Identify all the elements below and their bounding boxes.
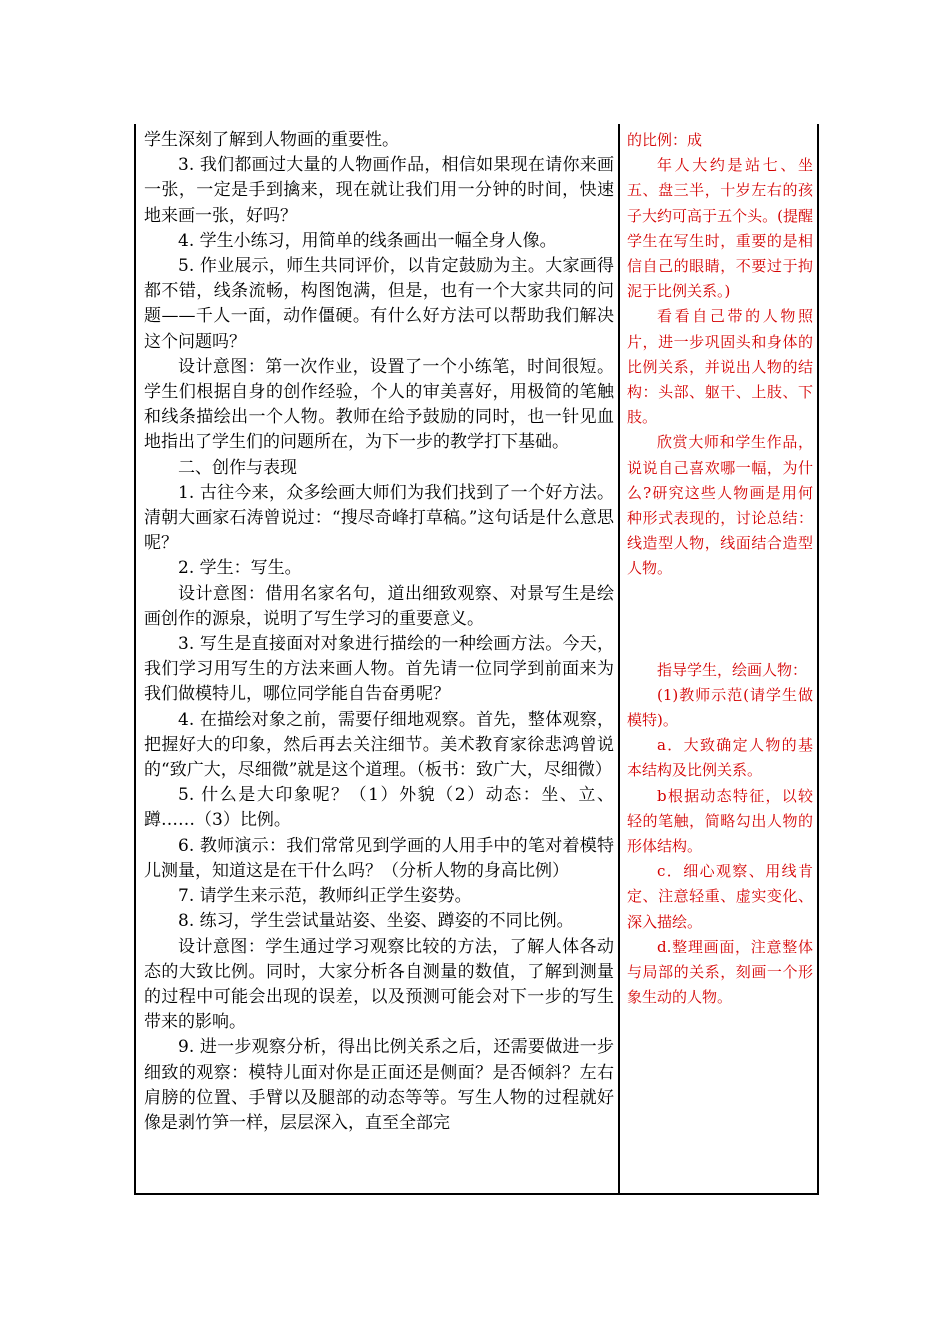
section-heading: 二、创作与表现 bbox=[178, 457, 297, 478]
note-paragraph: d.整理画面，注意整体与局部的关系，刻画一个形象生动的人物。 bbox=[627, 937, 813, 1007]
paragraph: 4. 在描绘对象之前，需要仔细地观察。首先，整体观察，把握好大的印象，然后再去关注细节。美术教育家徐悲鸿曾说的“致广大，尽细微”就是这个道理。（板书：致广大，尽细微） bbox=[144, 709, 614, 781]
design-intent-paragraph: 设计意图：学生通过学习观察比较的方法，了解人体各动态的大致比例。同时，大家分析各自测量的数值，了解到测量的过程中可能会出现的误差，以及预测可能会对下一步的写生带来的影响。 bbox=[144, 936, 614, 1033]
column-divider bbox=[618, 124, 620, 1193]
paragraph: 9. 进一步观察分析，得出比例关系之后，还需要做进一步细致的观察：模特儿面对你是正面还是侧面？是否倾斜？左右肩膀的位置、手臂以及腿部的动态等等。写生人物的过程就好像是剥竹笋一样，层层深入，直至全部完 bbox=[144, 1037, 614, 1133]
design-intent-paragraph: 设计意图：第一次作业，设置了一个小练笔，时间很短。学生们根据自身的创作经验，个人的审美喜好，用极简的笔触和线条描绘出一个人物。教师在给予鼓励的同时，也一针见血地指出了学生们的问题所在，为下一步的教学打下基础。 bbox=[144, 356, 614, 453]
note-paragraph: 年人大约是站七、坐五、盘三半，十岁左右的孩子大约可高于五个头。(提醒学生在写生时，重要的是相信自己的眼睛，不要过于拘泥于比例关系。) bbox=[627, 156, 813, 301]
note-paragraph: c．细心观察、用线肯定、注意轻重、虚实变化、深入描绘。 bbox=[627, 862, 813, 931]
teacher-notes-column bbox=[627, 128, 813, 1011]
note-paragraph: 的比例：成 bbox=[627, 131, 703, 149]
paragraph: 3. 我们都画过大量的人物画作品，相信如果现在请你来画一张，一定是手到擒来，现在就让我们用一分钟的时间，快速地来画一张，好吗？ bbox=[144, 155, 614, 226]
paragraph: 6. 教师演示：我们常常见到学画的人用手中的笔对着模特儿测量，知道这是在干什么吗？（分析人物的身高比例） bbox=[144, 835, 614, 881]
teaching-process-column bbox=[144, 128, 614, 1136]
paragraph: 学生深刻了解到人物画的重要性。 bbox=[144, 130, 399, 150]
lesson-table bbox=[134, 124, 819, 1195]
note-paragraph: b根据动态特征，以较轻的笔触，简略勾出人物的形体结构。 bbox=[627, 786, 813, 856]
note-paragraph: 看看自己带的人物照片，进一步巩固头和身体的比例关系，并说出人物的结构：头部、躯干、上肢、下肢。 bbox=[627, 307, 813, 427]
note-paragraph: (1)教师示范(请学生做模特)。 bbox=[627, 685, 813, 730]
spacer bbox=[627, 582, 813, 658]
paragraph: 8. 练习，学生尝试量站姿、坐姿、蹲姿的不同比例。 bbox=[178, 911, 574, 932]
note-paragraph: a．大致确定人物的基本结构及比例关系。 bbox=[627, 736, 813, 780]
paragraph: 7. 请学生来示范，教师纠正学生姿势。 bbox=[178, 886, 472, 907]
paragraph: 5. 作业展示，师生共同评价，以肯定鼓励为主。大家画得都不错，线条流畅，构图饱满，但是，也有一个大家共同的问题——千人一面，动作僵硬。有什么好方法可以帮助我们解决这个问题吗？ bbox=[144, 256, 614, 352]
paragraph: 5. 什么是大印象呢？（1）外貌（2）动态：坐、立、蹲……（3）比例。 bbox=[144, 785, 614, 831]
paragraph: 3. 写生是直接面对对象进行描绘的一种绘画方法。今天，我们学习用写生的方法来画人物。首先请一位同学到前面来为我们做模特儿，哪位同学能自告奋勇呢？ bbox=[144, 634, 614, 705]
paragraph: 2. 学生：写生。 bbox=[178, 558, 302, 579]
paragraph: 1. 古往今来，众多绘画大师们为我们找到了一个好方法。清朝大画家石涛曾说过：“搜尽奇峰打草稿。”这句话是什么意思呢？ bbox=[144, 482, 614, 554]
note-paragraph: 指导学生，绘画人物： bbox=[657, 660, 808, 679]
paragraph: 4. 学生小练习，用简单的线条画出一幅全身人像。 bbox=[178, 230, 557, 251]
note-paragraph: 欣赏大师和学生作品，说说自己喜欢哪一幅，为什么?研究这些人物画是用何种形式表现的，讨论总结：线造型人物，线面结合造型人物。 bbox=[627, 433, 813, 578]
design-intent-paragraph: 设计意图：借用名家名句，道出细致观察、对景写生是绘画创作的源泉，说明了写生学习的重要意义。 bbox=[144, 583, 614, 629]
